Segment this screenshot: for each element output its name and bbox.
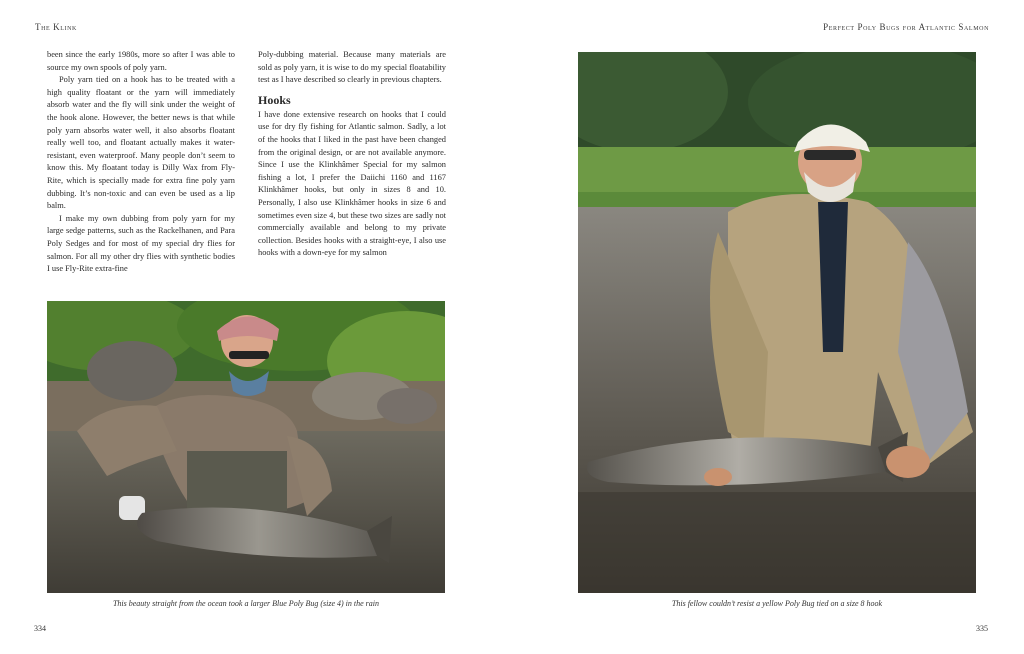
text-column-2 — [258, 49, 446, 260]
photo-illustration — [578, 52, 976, 593]
paragraph: I have done extensive research on hooks that I could use for dry fly fishing for Atlantic salmon. Sadly, a lot of the hooks that I liked in the past have been changed from the original design, or are not available anymore. Since I use the Klinkhâmer Special for my salmon fishing a lot, I prefer the Daiichi 1160 and 1167 Klinkhâmer hooks, but only in sizes 8 and 10. Personally, I also use Klinkhâmer hooks in size 6 and sometimes even size 4, but these two sizes are sadly not commercially available and belong to my private collection. Besides hooks with a straight-eye, I also use hooks with a down-eye for my salmon — [258, 109, 446, 258]
photo-caption-left: This beauty straight from the ocean took a larger Blue Poly Bug (size 4) in the rain — [112, 599, 380, 608]
page-number-right: 335 — [976, 624, 988, 633]
running-head-left: The Klink — [35, 22, 77, 32]
section-heading: Hooks — [258, 92, 291, 107]
right-page — [512, 0, 1024, 654]
running-head-right: Perfect Poly Bugs for Atlantic Salmon — [823, 22, 989, 32]
paragraph: Poly-dubbing material. Because many materials are sold as poly yarn, it is wise to do my special floatability test as I have described so clearly in previous chapters. — [258, 50, 446, 85]
photo-man-with-salmon — [578, 52, 976, 593]
text-column-1 — [47, 49, 235, 276]
photo-illustration — [47, 301, 445, 593]
paragraph: Poly yarn tied on a hook has to be treated with a high quality floatant or the yarn will immediately absorb water and the fly will sink under the weight of the hook alone. However, the better news is that while poly yarn absorbs water well, it also absorbs floatant really well too, and floatant actually makes it water-resistant, even waterproof. Many people don’t seem to know this. My floatant today is Dilly Wax from Fly-Rite, which is specially made for extra fine poly yarn dubbing. It’s non-toxic and can even be used as a lip balm. — [47, 75, 235, 211]
photo-woman-with-salmon — [47, 301, 445, 593]
photo-caption-right: This fellow couldn’t resist a yellow Poly Bug tied on a size 8 hook — [671, 599, 883, 608]
paragraph: been since the early 1980s, more so after I was able to source my own spools of poly yarn. — [47, 50, 235, 72]
page-number-left: 334 — [34, 624, 46, 633]
paragraph: I make my own dubbing from poly yarn for my large sedge patterns, such as the Rackelhanen, and Para Poly Sedges and for most of my special dry flies for salmon. For all my other dry flies with synthetic bodies I use Fly-Rite extra-fine — [47, 213, 235, 274]
